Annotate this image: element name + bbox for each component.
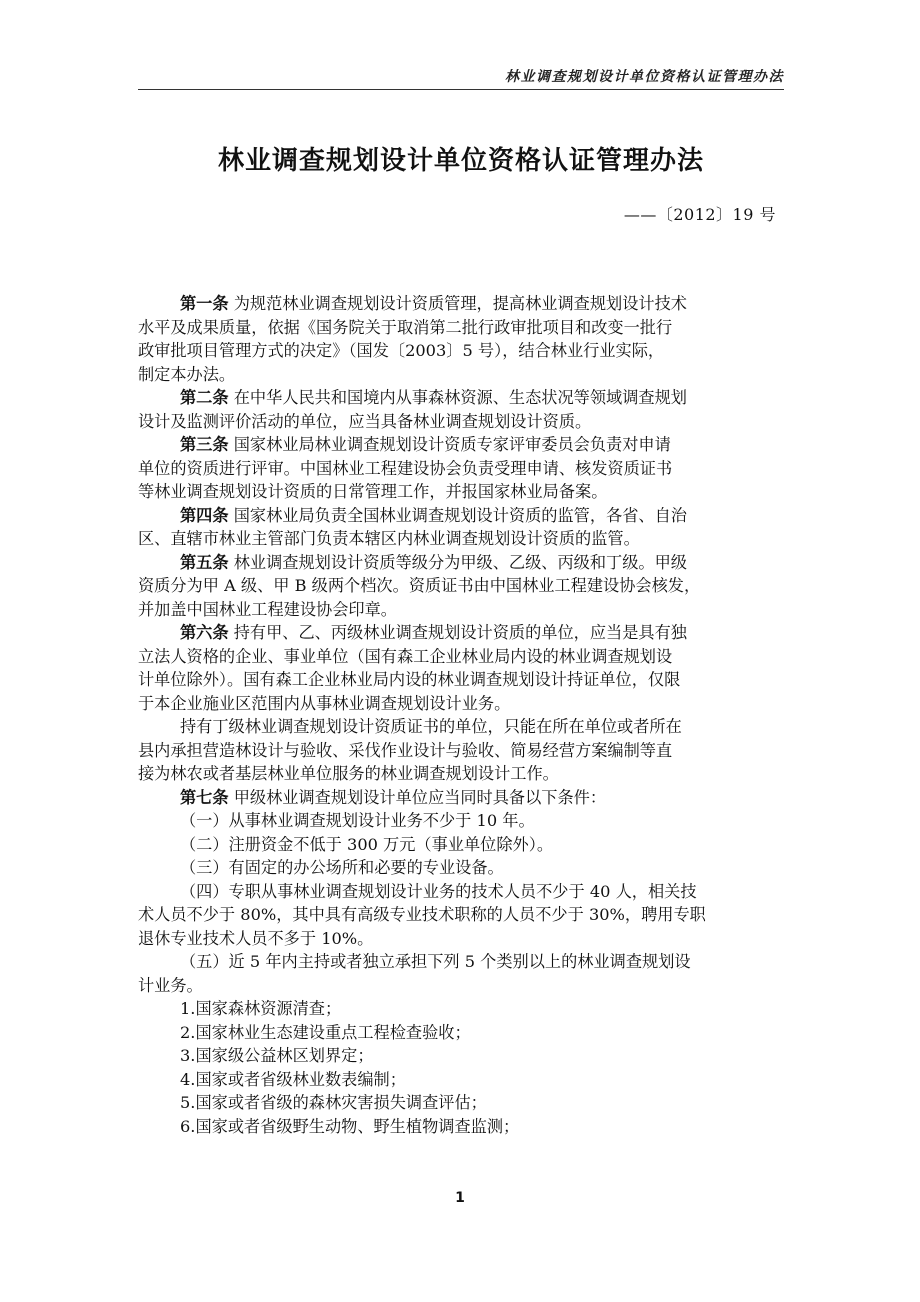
article-label: 第一条 [180,294,229,313]
text-line: 并加盖中国林业工程建设协会印章。 [138,599,397,619]
condition-item: （三）有固定的办公场所和必要的专业设备。 [180,858,504,877]
text-line: 退休专业技术人员不多于 10%。 [138,928,374,948]
article-label: 第五条 [180,552,229,572]
text-line: 政审批项目管理方式的决定》（国发〔2003〕5 号），结合林业行业实际， [138,341,665,360]
article-7-line: 第七条 甲级林业调查规划设计单位应当同时具备以下条件： [180,787,607,807]
document-number: ——〔2012〕19 号 [623,205,776,224]
text-line: 接为林农或者基层林业单位服务的林业调查规划设计工作。 [138,764,559,783]
document-body [138,292,788,1138]
condition-item: （二）注册资金不低于 300 万元（事业单位除外）。 [180,834,554,854]
text-line: 立法人资格的企业、事业单位（国有森工企业林业局内设的林业调查规划设 [138,646,673,666]
text-line: 计单位除外）。国有森工企业林业局内设的林业调查规划设计持证单位，仅限 [138,670,681,689]
article-label: 第七条 [180,787,229,807]
list-item: 6.国家或者省级野生动物、野生植物调查监测； [180,1116,520,1136]
condition-item: （四）专职从事林业调查规划设计业务的技术人员不少于 40 人，相关技 [180,881,697,901]
text-line: 术人员不少于 80%，其中具有高级专业技术职称的人员不少于 30%，聘用专职 [138,905,706,924]
text-line: 资质分为甲 A 级、甲 B 级两个档次。资质证书由中国林业工程建设协会核发， [138,576,701,595]
condition-item: （一）从事林业调查规划设计业务不少于 10 年。 [180,811,535,830]
article-4-line: 第四条 国家林业局负责全国林业调查规划设计资质的监管，各省、自治 [180,505,687,525]
article-5-line: 第五条 林业调查规划设计资质等级分为甲级、乙级、丙级和丁级。甲级 [180,552,687,572]
document-title: 林业调查规划设计单位资格认证管理办法 [217,146,704,176]
list-item: 1.国家森林资源清查； [180,999,342,1018]
text-line: 持有丁级林业调查规划设计资质证书的单位，只能在所在单位或者所在 [180,717,682,736]
text-line: 水平及成果质量，依据《国务院关于取消第二批行政审批项目和改变一批行 [138,317,673,337]
text-line: 制定本办法。 [138,364,236,384]
text-line: 等林业调查规划设计资质的日常管理工作，并报国家林业局备案。 [138,482,608,501]
header-rule [138,89,784,90]
article-6-line: 第六条 持有甲、乙、丙级林业调查规划设计资质的单位，应当是具有独 [180,623,687,642]
article-3-line: 第三条 国家林业局林业调查规划设计资质专家评审委员会负责对申请 [180,435,671,454]
list-item: 2.国家林业生态建设重点工程检查验收； [180,1022,471,1042]
article-1-line: 第一条 为规范林业调查规划设计资质管理，提高林业调查规划设计技术 [180,294,687,313]
list-item: 4.国家或者省级林业数表编制； [180,1069,406,1089]
text-line: 计业务。 [138,975,203,995]
text-line: 于本企业施业区范围内从事林业调查规划设计业务。 [138,693,511,713]
article-label: 第四条 [180,505,229,525]
text-line: 单位的资质进行评审。中国林业工程建设协会负责受理申请、核发资质证书 [138,458,673,478]
page-number: 1 [455,1190,465,1206]
article-2-line: 第二条 在中华人民共和国境内从事森林资源、生态状况等领域调查规划 [180,388,687,407]
article-label: 第二条 [180,388,229,407]
list-item: 5.国家或者省级的森林灾害损失调查评估； [180,1093,487,1112]
text-line: 县内承担营造林设计与验收、采伐作业设计与验收、简易经营方案编制等直 [138,740,673,760]
running-header: 林业调查规划设计单位资格认证管理办法 [505,69,784,85]
text-line: 区、直辖市林业主管部门负责本辖区内林业调查规划设计资质的监管。 [138,529,640,548]
condition-item: （五）近 5 年内主持或者独立承担下列 5 个类别以上的林业调查规划设 [180,952,691,971]
list-item: 3.国家级公益林区划界定； [180,1046,374,1065]
article-label: 第六条 [180,623,229,642]
text-line: 设计及监测评价活动的单位，应当具备林业调查规划设计资质。 [138,411,592,431]
article-label: 第三条 [180,435,229,454]
